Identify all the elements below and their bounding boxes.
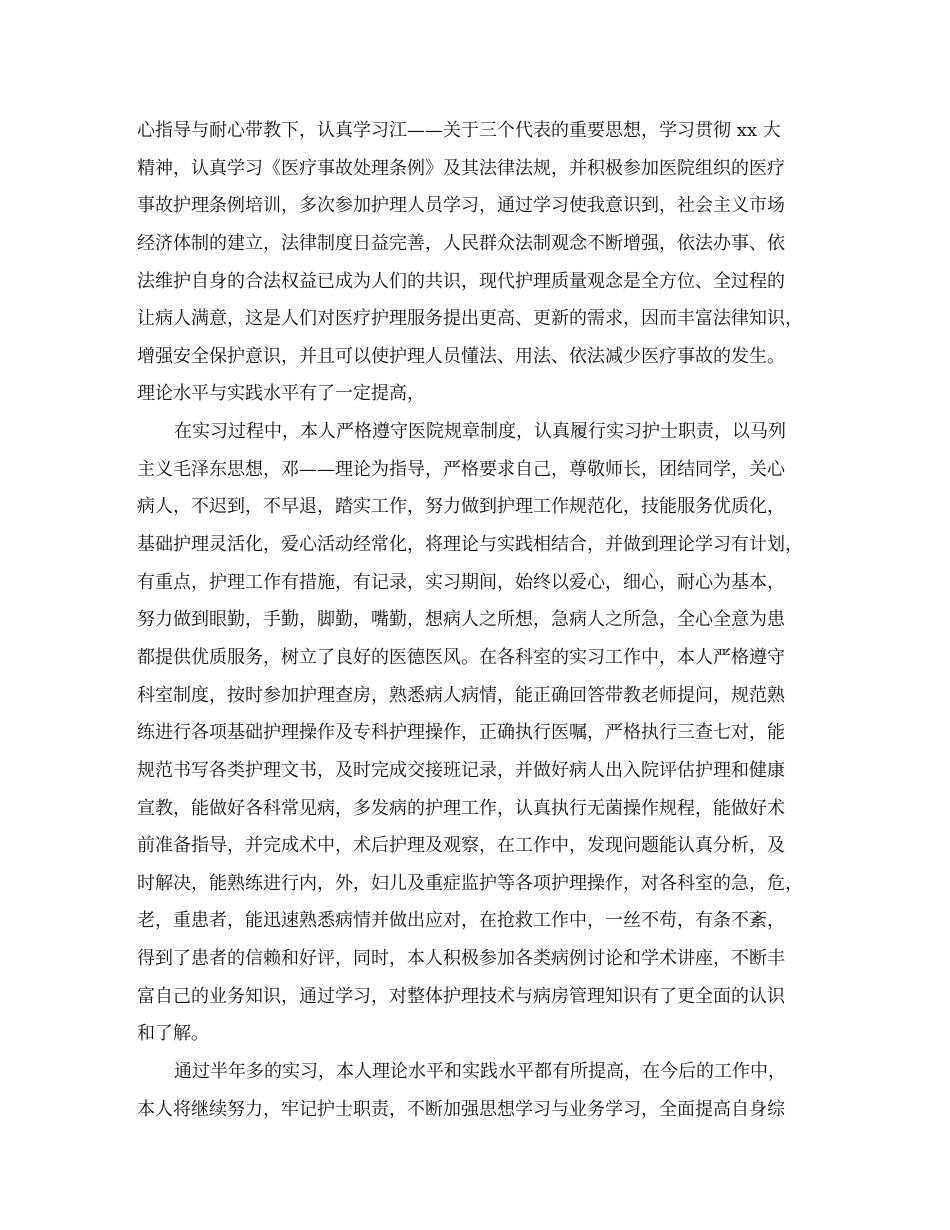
text-line: 增强安全保护意识，并且可以使护理人员懂法、用法、依法减少医疗事故的发生。 — [137, 345, 785, 367]
text-line: 努力做到眼勤，手勤，脚勤，嘴勤，想病人之所想，急病人之所急，全心全意为患 — [137, 609, 785, 631]
text-line: 精神，认真学习《医疗事故处理条例》及其法律法规，并积极参加医院组织的医疗 — [137, 157, 785, 179]
text-line: 和了解。 — [137, 1023, 209, 1045]
text-line: 法维护自身的合法权益已成为人们的共识，现代护理质量观念是全方位、全过程的 — [137, 270, 785, 292]
text-line: 时解决，能熟练进行内，外，妇儿及重症监护等各项护理操作，对各科室的急，危， — [137, 872, 803, 894]
text-line: 理论水平与实践水平有了一定提高， — [137, 383, 425, 405]
text-line: 在实习过程中，本人严格遵守医院规章制度，认真履行实习护士职责，以马列 — [174, 421, 786, 443]
text-line: 心指导与耐心带教下，认真学习江——关于三个代表的重要思想，学习贯彻 xx 大 — [137, 120, 781, 141]
text-line: 基础护理灵活化，爱心活动经常化，将理论与实践相结合，并做到理论学习有计划， — [137, 534, 803, 556]
text-line: 都提供优质服务，树立了良好的医德医风。在各科室的实习工作中，本人严格遵守 — [137, 646, 785, 668]
text-line: 让病人满意，这是人们对医疗护理服务提出更高、更新的需求，因而丰富法律知识， — [137, 308, 803, 330]
text-line: 老，重患者，能迅速熟悉病情并做出应对，在抢救工作中，一丝不苟，有条不紊， — [137, 910, 785, 932]
text-line: 宣教，能做好各科常见病，多发病的护理工作，认真执行无菌操作规程，能做好术 — [137, 797, 785, 819]
text-line: 富自己的业务知识，通过学习，对整体护理技术与病房管理知识有了更全面的认识 — [137, 985, 785, 1007]
text-line: 病人，不迟到，不早退，踏实工作，努力做到护理工作规范化，技能服务优质化， — [137, 496, 785, 518]
paragraph-3 — [137, 1053, 827, 1128]
text-line: 得到了患者的信赖和好评，同时，本人积极参加各类病例讨论和学术讲座，不断丰 — [137, 948, 785, 970]
text-line: 本人将继续努力，牢记护士职责，不断加强思想学习与业务学习，全面提高自身综 — [137, 1098, 785, 1120]
text-line: 有重点，护理工作有措施，有记录，实习期间，始终以爱心，细心，耐心为基本， — [137, 571, 785, 593]
text-line: 经济体制的建立，法律制度日益完善，人民群众法制观念不断增强，依法办事、依 — [137, 232, 785, 254]
text-line: 规范书写各类护理文书，及时完成交接班记录，并做好病人出入院评估护理和健康 — [137, 759, 785, 781]
text-line: 事故护理条例培训，多次参加护理人员学习，通过学习使我意识到，社会主义市场 — [137, 195, 785, 217]
body-text — [137, 112, 827, 1128]
text-line: 通过半年多的实习，本人理论水平和实践水平都有所提高，在今后的工作中， — [174, 1061, 786, 1083]
text-line: 主义毛泽东思想，邓——理论为指导，严格要求自己，尊敬师长，团结同学，关心 — [137, 458, 785, 480]
text-line: 练进行各项基础护理操作及专科护理操作，正确执行医嘱，严格执行三查七对，能 — [137, 722, 785, 744]
text-line: 前准备指导，并完成术中，术后护理及观察，在工作中，发现问题能认真分析，及 — [137, 835, 785, 857]
paragraph-2 — [137, 413, 827, 1053]
paragraph-1 — [137, 112, 827, 413]
text-line: 科室制度，按时参加护理查房，熟悉病人病情，能正确回答带教老师提问，规范熟 — [137, 684, 785, 706]
